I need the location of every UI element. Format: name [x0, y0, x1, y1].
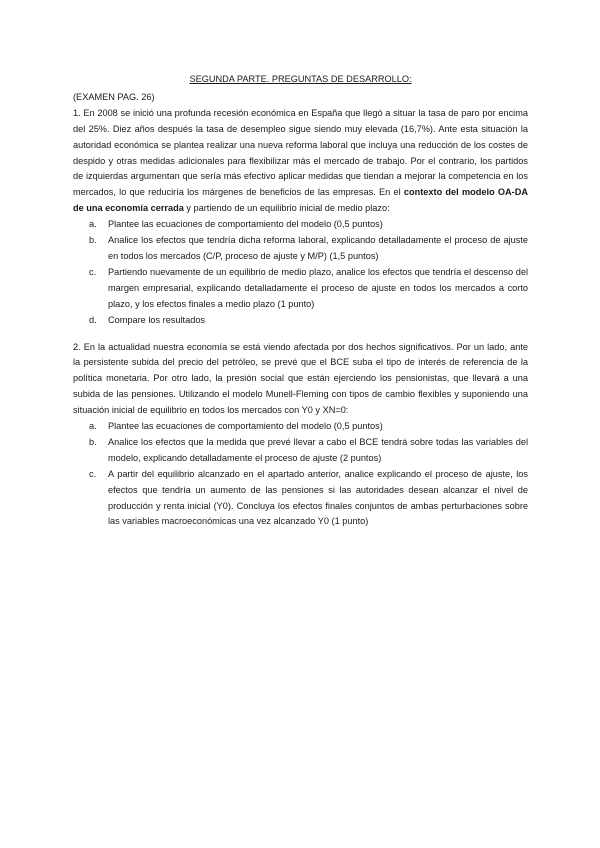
question-1-bold-phrase: contexto del modelo OA-DA de una economía cerrada [73, 187, 528, 214]
question-1-items [73, 217, 528, 328]
item-text: Plantee las ecuaciones de comportamiento del modelo (0,5 puntos) [108, 421, 383, 432]
document-content [73, 72, 528, 530]
item-label: d. [89, 314, 97, 325]
exam-reference: (EXAMEN PAG. 26) [73, 91, 155, 102]
item-label: a. [89, 219, 97, 230]
item-label: b. [89, 235, 97, 246]
item-label: b. [89, 436, 97, 447]
item-label: c. [89, 468, 97, 479]
question-2-item [73, 435, 528, 467]
question-1-item [73, 217, 528, 233]
question-1-item [73, 265, 528, 313]
item-text: Analice los efectos que la medida que prevé llevar a cabo el BCE tendrá sobre todas las variables del modelo, explicando detalladamente el proceso de ajuste (2 puntos) [108, 436, 528, 463]
question-1-item [73, 233, 528, 265]
question-2-statement: 2. En la actualidad nuestra economía se está viendo afectada por dos hechos significativos. Por un lado, ante la persistente subida del precio del petróleo, se prevé que el BCE suba el tipo de interés de referencia de la política monetaria. Por otro lado, la presión social que están ejerciendo los pensionistas, que llevará a una subida de las pensiones. Utilizando el modelo Munell-Fleming con tipos de cambio flexibles y suponiendo una situación inicial de equilibrio en todos los mercados con Y0 y XN=0: [73, 341, 528, 416]
section-title: SEGUNDA PARTE. PREGUNTAS DE DESARROLLO: [189, 74, 412, 84]
item-text: Plantee las ecuaciones de comportamiento del modelo (0,5 puntos) [108, 219, 383, 230]
item-label: c. [89, 266, 97, 277]
item-text: A partir del equilibrio alcanzado en el apartado anterior, analice explicando el proceso de ajuste, los efectos que tendría un aumento de las pensiones si las autoridades desean alcanzar el nivel de producción y renta inicial (Y0). Concluya los efectos finales conjuntos de ambas perturbaciones sobre las variables macroeconómicas una vez alcanzado Y0 (1 punto) [108, 468, 528, 527]
item-text: Partiendo nuevamente de un equilibrio de medio plazo, analice los efectos que tendría el descenso del margen empresarial, explicando detalladamente el proceso de ajuste en todos los mercados a corto plazo, y los efectos finales a medio plazo (1 punto) [108, 266, 528, 309]
question-2-item [73, 467, 528, 531]
question-1-text-start: 1. En 2008 se inició una profunda recesión económica en España que llegó a situar la tasa de paro por encima del 25%. Diez años después la tasa de desempleo sigue siendo muy elevada (16,7%). Ante esta situación la autoridad económica se plantea realizar una nueva reforma laboral que incluya una reducción de los costes de despido y otras medidas adicionales para flexibilizar más el mercado de trabajo. Por el contrario, los partidos de izquierdas argumentan que sería más efectivo aplicar medidas que tiendan a mejorar la competencia en los mercados, lo que reduciría los márgenes de beneficios de las empresas. En el [73, 107, 528, 198]
item-label: a. [89, 421, 97, 432]
question-1-item [73, 313, 528, 329]
item-text: Analice los efectos que tendría dicha reforma laboral, explicando detalladamente el proceso de ajuste en todos los mercados (C/P, proceso de ajuste y M/P) (1,5 puntos) [108, 235, 528, 261]
question-1-statement [73, 106, 528, 217]
question-1-text-end: y partiendo de un equilibrio inicial de medio plazo: [183, 203, 390, 214]
item-text: Compare los resultados [108, 314, 206, 325]
question-2-item [73, 419, 528, 435]
question-2-items [73, 419, 528, 530]
